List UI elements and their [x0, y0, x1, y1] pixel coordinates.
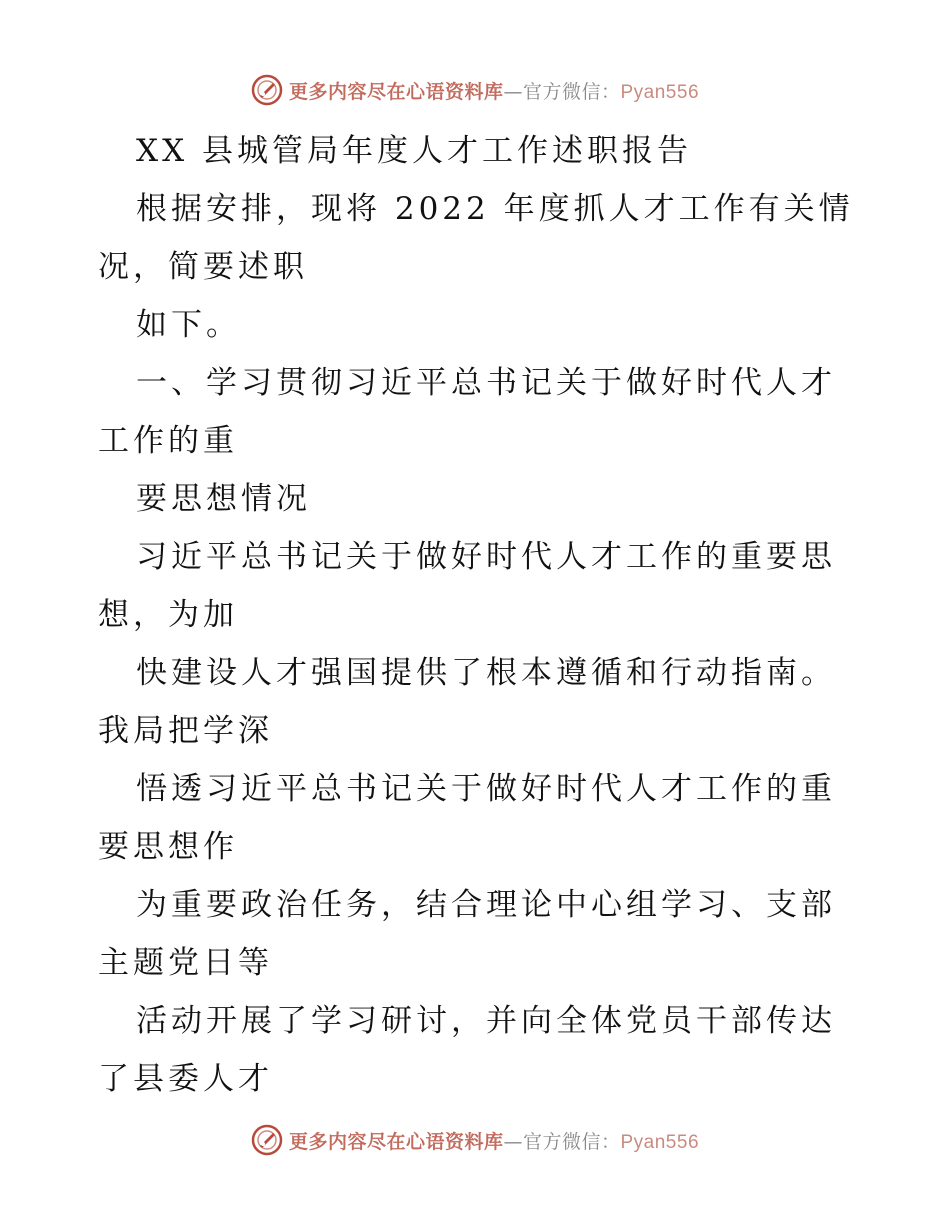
paragraph: 为重要政治任务，结合理论中心组学习、支部主题党日等: [98, 887, 836, 981]
paragraph: 根据安排，现将 2022 年度抓人才工作有关情况，简要述职: [98, 191, 854, 285]
paragraph: 要思想情况: [136, 481, 311, 517]
banner-wechat-id: Pyan556: [620, 1131, 700, 1153]
header-watermark-banner: [0, 70, 950, 110]
banner-wechat-id: Pyan556: [620, 81, 700, 103]
paragraph: 习近平总书记关于做好时代人才工作的重要思想，为加: [98, 539, 836, 633]
paragraph: 活动开展了学习研讨，并向全体党员干部传达了县委人才: [98, 1003, 836, 1097]
paragraph: 如下。: [136, 307, 241, 343]
banner-main-text: 更多内容尽在心语资料库: [288, 1130, 504, 1153]
seal-logo-icon: [251, 74, 283, 106]
banner-dash: —: [503, 1130, 523, 1153]
paragraph: 悟透习近平总书记关于做好时代人才工作的重要思想作: [98, 771, 836, 865]
paragraph: 快建设人才强国提供了根本遵循和行动指南。我局把学深: [98, 655, 836, 749]
document-body: [98, 122, 858, 1108]
banner-main-text: 更多内容尽在心语资料库: [288, 80, 504, 103]
footer-watermark-banner: [0, 1120, 950, 1160]
banner-wechat-label: 官方微信：: [522, 1130, 621, 1153]
banner-wechat-label: 官方微信：: [522, 80, 621, 103]
banner-dash: —: [503, 80, 523, 103]
seal-logo-icon: [251, 1124, 283, 1156]
document-title: XX 县城管局年度人才工作述职报告: [136, 133, 692, 169]
paragraph: 一、学习贯彻习近平总书记关于做好时代人才工作的重: [98, 365, 836, 459]
